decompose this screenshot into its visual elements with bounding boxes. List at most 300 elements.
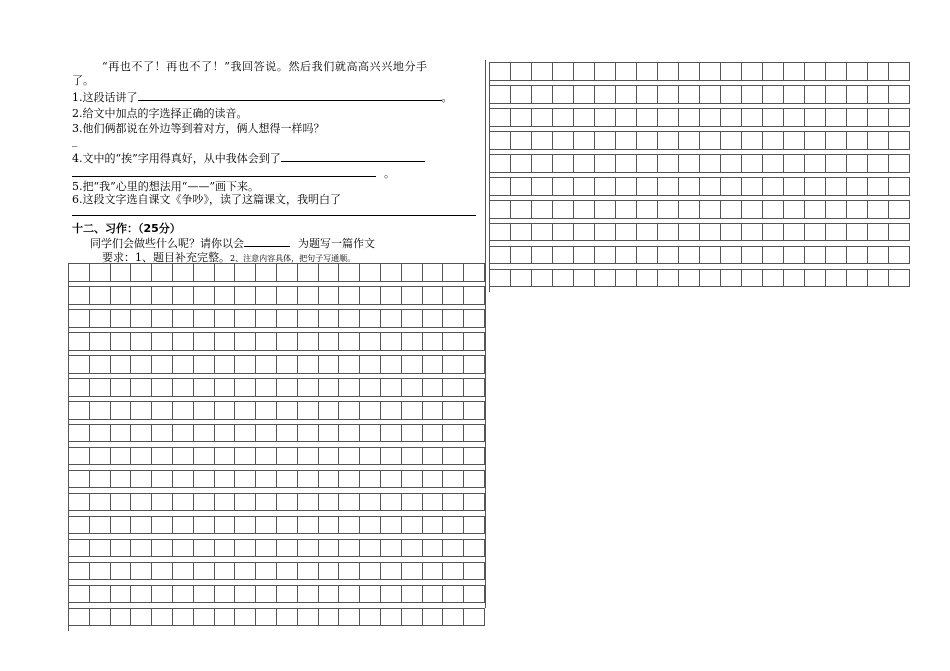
- grid-cell[interactable]: [784, 132, 805, 149]
- grid-cell[interactable]: [69, 471, 90, 488]
- grid-cell[interactable]: [700, 109, 721, 126]
- grid-cell[interactable]: [319, 264, 340, 281]
- grid-cell[interactable]: [173, 356, 194, 373]
- grid-cell[interactable]: [256, 310, 277, 327]
- grid-cell[interactable]: [616, 224, 637, 241]
- grid-cell[interactable]: [805, 155, 826, 172]
- grid-cell[interactable]: [173, 494, 194, 511]
- grid-cell[interactable]: [637, 132, 658, 149]
- grid-cell[interactable]: [360, 310, 381, 327]
- grid-cell[interactable]: [532, 201, 553, 218]
- grid-cell[interactable]: [319, 471, 340, 488]
- grid-cell[interactable]: [90, 586, 111, 603]
- grid-cell[interactable]: [111, 517, 132, 534]
- grid-cell[interactable]: [277, 609, 298, 626]
- grid-cell[interactable]: [360, 425, 381, 442]
- grid-cell[interactable]: [111, 264, 132, 281]
- grid-cell[interactable]: [574, 270, 595, 287]
- grid-cell[interactable]: [464, 540, 485, 557]
- grid-cell[interactable]: [298, 494, 319, 511]
- grid-cell[interactable]: [298, 425, 319, 442]
- grid-cell[interactable]: [532, 63, 553, 80]
- grid-cell[interactable]: [111, 540, 132, 557]
- grid-cell[interactable]: [658, 224, 679, 241]
- grid-cell[interactable]: [679, 132, 700, 149]
- grid-cell[interactable]: [826, 201, 847, 218]
- grid-cell[interactable]: [595, 224, 616, 241]
- grid-cell[interactable]: [637, 155, 658, 172]
- grid-cell[interactable]: [298, 356, 319, 373]
- grid-cell[interactable]: [784, 178, 805, 195]
- grid-cell[interactable]: [464, 586, 485, 603]
- grid-cell[interactable]: [277, 402, 298, 419]
- grid-cell[interactable]: [402, 586, 423, 603]
- grid-cell[interactable]: [131, 494, 152, 511]
- writing-grid-right[interactable]: [489, 62, 910, 292]
- grid-cell[interactable]: [235, 379, 256, 396]
- grid-cell[interactable]: [381, 563, 402, 580]
- grid-cell[interactable]: [553, 132, 574, 149]
- grid-cell[interactable]: [637, 247, 658, 264]
- grid-cell[interactable]: [215, 402, 236, 419]
- grid-cell[interactable]: [319, 517, 340, 534]
- grid-cell[interactable]: [443, 471, 464, 488]
- grid-cell[interactable]: [464, 310, 485, 327]
- grid-cell[interactable]: [658, 201, 679, 218]
- grid-cell[interactable]: [152, 563, 173, 580]
- grid-cell[interactable]: [553, 109, 574, 126]
- grid-cell[interactable]: [464, 379, 485, 396]
- grid-cell[interactable]: [277, 586, 298, 603]
- grid-cell[interactable]: [194, 310, 215, 327]
- grid-cell[interactable]: [194, 471, 215, 488]
- grid-cell[interactable]: [721, 132, 742, 149]
- grid-cell[interactable]: [464, 563, 485, 580]
- grid-cell[interactable]: [721, 86, 742, 103]
- grid-cell[interactable]: [173, 333, 194, 350]
- grid-cell[interactable]: [194, 609, 215, 626]
- grid-cell[interactable]: [256, 379, 277, 396]
- grid-cell[interactable]: [173, 379, 194, 396]
- grid-cell[interactable]: [464, 333, 485, 350]
- grid-cell[interactable]: [194, 517, 215, 534]
- grid-cell[interactable]: [235, 264, 256, 281]
- grid-cell[interactable]: [490, 270, 511, 287]
- grid-cell[interactable]: [658, 178, 679, 195]
- grid-cell[interactable]: [215, 563, 236, 580]
- grid-cell[interactable]: [826, 86, 847, 103]
- grid-cell[interactable]: [360, 356, 381, 373]
- grid-cell[interactable]: [402, 517, 423, 534]
- grid-cell[interactable]: [215, 264, 236, 281]
- grid-cell[interactable]: [339, 333, 360, 350]
- grid-cell[interactable]: [256, 540, 277, 557]
- grid-cell[interactable]: [277, 356, 298, 373]
- grid-cell[interactable]: [616, 201, 637, 218]
- grid-cell[interactable]: [443, 494, 464, 511]
- grid-cell[interactable]: [339, 264, 360, 281]
- grid-cell[interactable]: [90, 425, 111, 442]
- grid-cell[interactable]: [256, 517, 277, 534]
- grid-cell[interactable]: [90, 448, 111, 465]
- grid-cell[interactable]: [360, 379, 381, 396]
- grid-cell[interactable]: [700, 178, 721, 195]
- question-3-blank[interactable]: _: [72, 134, 78, 147]
- grid-cell[interactable]: [763, 109, 784, 126]
- grid-cell[interactable]: [131, 448, 152, 465]
- grid-cell[interactable]: [423, 448, 444, 465]
- grid-cell[interactable]: [90, 333, 111, 350]
- grid-cell[interactable]: [152, 287, 173, 304]
- grid-cell[interactable]: [595, 155, 616, 172]
- grid-cell[interactable]: [553, 201, 574, 218]
- grid-cell[interactable]: [235, 425, 256, 442]
- grid-cell[interactable]: [784, 63, 805, 80]
- grid-cell[interactable]: [700, 132, 721, 149]
- grid-cell[interactable]: [700, 63, 721, 80]
- grid-cell[interactable]: [742, 86, 763, 103]
- grid-cell[interactable]: [490, 224, 511, 241]
- grid-cell[interactable]: [173, 586, 194, 603]
- grid-cell[interactable]: [574, 86, 595, 103]
- grid-cell[interactable]: [402, 471, 423, 488]
- question-1-answer-blank[interactable]: [138, 90, 442, 101]
- grid-cell[interactable]: [215, 586, 236, 603]
- grid-cell[interactable]: [111, 379, 132, 396]
- grid-cell[interactable]: [511, 132, 532, 149]
- grid-cell[interactable]: [298, 310, 319, 327]
- grid-cell[interactable]: [381, 448, 402, 465]
- grid-cell[interactable]: [339, 379, 360, 396]
- grid-cell[interactable]: [511, 270, 532, 287]
- question-6-answer-line[interactable]: [72, 215, 476, 216]
- grid-cell[interactable]: [574, 109, 595, 126]
- grid-cell[interactable]: [847, 224, 868, 241]
- grid-cell[interactable]: [152, 494, 173, 511]
- grid-cell[interactable]: [298, 471, 319, 488]
- grid-cell[interactable]: [679, 224, 700, 241]
- grid-cell[interactable]: [111, 425, 132, 442]
- grid-cell[interactable]: [69, 563, 90, 580]
- grid-cell[interactable]: [889, 86, 910, 103]
- grid-cell[interactable]: [194, 448, 215, 465]
- grid-cell[interactable]: [235, 517, 256, 534]
- grid-cell[interactable]: [868, 247, 889, 264]
- grid-cell[interactable]: [679, 63, 700, 80]
- grid-cell[interactable]: [381, 310, 402, 327]
- grid-cell[interactable]: [742, 109, 763, 126]
- grid-cell[interactable]: [173, 287, 194, 304]
- grid-cell[interactable]: [381, 333, 402, 350]
- grid-cell[interactable]: [256, 356, 277, 373]
- grid-cell[interactable]: [595, 270, 616, 287]
- grid-cell[interactable]: [700, 247, 721, 264]
- grid-cell[interactable]: [111, 402, 132, 419]
- grid-cell[interactable]: [742, 132, 763, 149]
- grid-cell[interactable]: [532, 109, 553, 126]
- grid-cell[interactable]: [423, 540, 444, 557]
- question-4-answer-blank[interactable]: [281, 151, 425, 162]
- grid-cell[interactable]: [277, 264, 298, 281]
- grid-cell[interactable]: [402, 356, 423, 373]
- grid-cell[interactable]: [90, 287, 111, 304]
- grid-cell[interactable]: [742, 201, 763, 218]
- grid-cell[interactable]: [658, 132, 679, 149]
- grid-cell[interactable]: [402, 540, 423, 557]
- grid-cell[interactable]: [381, 540, 402, 557]
- grid-cell[interactable]: [360, 517, 381, 534]
- grid-cell[interactable]: [423, 356, 444, 373]
- grid-cell[interactable]: [235, 586, 256, 603]
- grid-cell[interactable]: [847, 270, 868, 287]
- grid-cell[interactable]: [553, 247, 574, 264]
- grid-cell[interactable]: [423, 287, 444, 304]
- grid-cell[interactable]: [889, 132, 910, 149]
- grid-cell[interactable]: [847, 132, 868, 149]
- grid-cell[interactable]: [90, 356, 111, 373]
- grid-cell[interactable]: [511, 109, 532, 126]
- grid-cell[interactable]: [700, 155, 721, 172]
- grid-cell[interactable]: [553, 270, 574, 287]
- grid-cell[interactable]: [339, 448, 360, 465]
- grid-cell[interactable]: [464, 264, 485, 281]
- grid-cell[interactable]: [721, 224, 742, 241]
- grid-cell[interactable]: [152, 356, 173, 373]
- grid-cell[interactable]: [742, 247, 763, 264]
- grid-cell[interactable]: [868, 63, 889, 80]
- grid-cell[interactable]: [235, 356, 256, 373]
- grid-cell[interactable]: [511, 178, 532, 195]
- grid-cell[interactable]: [574, 132, 595, 149]
- grid-cell[interactable]: [319, 379, 340, 396]
- grid-cell[interactable]: [721, 155, 742, 172]
- grid-cell[interactable]: [763, 86, 784, 103]
- grid-cell[interactable]: [235, 287, 256, 304]
- grid-cell[interactable]: [443, 425, 464, 442]
- grid-cell[interactable]: [805, 224, 826, 241]
- grid-cell[interactable]: [805, 109, 826, 126]
- grid-cell[interactable]: [215, 425, 236, 442]
- grid-cell[interactable]: [194, 494, 215, 511]
- grid-cell[interactable]: [194, 402, 215, 419]
- grid-cell[interactable]: [423, 586, 444, 603]
- grid-cell[interactable]: [69, 379, 90, 396]
- grid-cell[interactable]: [805, 132, 826, 149]
- grid-cell[interactable]: [679, 86, 700, 103]
- grid-cell[interactable]: [490, 247, 511, 264]
- grid-cell[interactable]: [111, 471, 132, 488]
- grid-cell[interactable]: [381, 517, 402, 534]
- grid-cell[interactable]: [277, 494, 298, 511]
- grid-cell[interactable]: [90, 264, 111, 281]
- grid-cell[interactable]: [721, 109, 742, 126]
- grid-cell[interactable]: [464, 287, 485, 304]
- grid-cell[interactable]: [658, 63, 679, 80]
- grid-cell[interactable]: [298, 586, 319, 603]
- grid-cell[interactable]: [721, 270, 742, 287]
- grid-cell[interactable]: [111, 563, 132, 580]
- grid-cell[interactable]: [111, 287, 132, 304]
- grid-cell[interactable]: [381, 609, 402, 626]
- grid-cell[interactable]: [616, 178, 637, 195]
- grid-cell[interactable]: [277, 448, 298, 465]
- grid-cell[interactable]: [298, 287, 319, 304]
- grid-cell[interactable]: [826, 155, 847, 172]
- grid-cell[interactable]: [679, 201, 700, 218]
- grid-cell[interactable]: [131, 287, 152, 304]
- grid-cell[interactable]: [360, 563, 381, 580]
- grid-cell[interactable]: [402, 379, 423, 396]
- grid-cell[interactable]: [464, 356, 485, 373]
- question-4-answer-blank-2[interactable]: [72, 166, 376, 177]
- grid-cell[interactable]: [381, 425, 402, 442]
- grid-cell[interactable]: [423, 379, 444, 396]
- grid-cell[interactable]: [319, 287, 340, 304]
- grid-cell[interactable]: [637, 224, 658, 241]
- grid-cell[interactable]: [339, 540, 360, 557]
- grid-cell[interactable]: [423, 609, 444, 626]
- grid-cell[interactable]: [637, 270, 658, 287]
- grid-cell[interactable]: [339, 425, 360, 442]
- grid-cell[interactable]: [574, 224, 595, 241]
- grid-cell[interactable]: [595, 86, 616, 103]
- grid-cell[interactable]: [889, 270, 910, 287]
- grid-cell[interactable]: [847, 201, 868, 218]
- grid-cell[interactable]: [194, 264, 215, 281]
- grid-cell[interactable]: [423, 425, 444, 442]
- grid-cell[interactable]: [763, 132, 784, 149]
- grid-cell[interactable]: [763, 155, 784, 172]
- grid-cell[interactable]: [742, 63, 763, 80]
- grid-cell[interactable]: [679, 155, 700, 172]
- grid-cell[interactable]: [131, 517, 152, 534]
- grid-cell[interactable]: [194, 425, 215, 442]
- grid-cell[interactable]: [402, 609, 423, 626]
- grid-cell[interactable]: [319, 609, 340, 626]
- grid-cell[interactable]: [381, 494, 402, 511]
- grid-cell[interactable]: [868, 155, 889, 172]
- grid-cell[interactable]: [194, 333, 215, 350]
- grid-cell[interactable]: [784, 86, 805, 103]
- grid-cell[interactable]: [69, 425, 90, 442]
- grid-cell[interactable]: [173, 563, 194, 580]
- grid-cell[interactable]: [574, 247, 595, 264]
- grid-cell[interactable]: [490, 63, 511, 80]
- grid-cell[interactable]: [360, 494, 381, 511]
- grid-cell[interactable]: [173, 448, 194, 465]
- grid-cell[interactable]: [339, 517, 360, 534]
- grid-cell[interactable]: [69, 264, 90, 281]
- grid-cell[interactable]: [111, 448, 132, 465]
- grid-cell[interactable]: [889, 63, 910, 80]
- grid-cell[interactable]: [235, 471, 256, 488]
- grid-cell[interactable]: [443, 517, 464, 534]
- grid-cell[interactable]: [90, 494, 111, 511]
- grid-cell[interactable]: [511, 155, 532, 172]
- grid-cell[interactable]: [616, 86, 637, 103]
- grid-cell[interactable]: [339, 494, 360, 511]
- grid-cell[interactable]: [381, 402, 402, 419]
- grid-cell[interactable]: [402, 287, 423, 304]
- grid-cell[interactable]: [553, 63, 574, 80]
- grid-cell[interactable]: [763, 224, 784, 241]
- grid-cell[interactable]: [256, 494, 277, 511]
- grid-cell[interactable]: [700, 270, 721, 287]
- grid-cell[interactable]: [360, 471, 381, 488]
- grid-cell[interactable]: [464, 471, 485, 488]
- grid-cell[interactable]: [215, 333, 236, 350]
- grid-cell[interactable]: [637, 201, 658, 218]
- grid-cell[interactable]: [805, 247, 826, 264]
- grid-cell[interactable]: [339, 310, 360, 327]
- grid-cell[interactable]: [360, 333, 381, 350]
- grid-cell[interactable]: [90, 563, 111, 580]
- grid-cell[interactable]: [616, 247, 637, 264]
- grid-cell[interactable]: [763, 63, 784, 80]
- grid-cell[interactable]: [339, 609, 360, 626]
- grid-cell[interactable]: [847, 63, 868, 80]
- grid-cell[interactable]: [111, 333, 132, 350]
- grid-cell[interactable]: [889, 178, 910, 195]
- grid-cell[interactable]: [173, 540, 194, 557]
- grid-cell[interactable]: [173, 517, 194, 534]
- grid-cell[interactable]: [319, 356, 340, 373]
- grid-cell[interactable]: [805, 201, 826, 218]
- grid-cell[interactable]: [131, 310, 152, 327]
- grid-cell[interactable]: [595, 178, 616, 195]
- grid-cell[interactable]: [443, 287, 464, 304]
- grid-cell[interactable]: [805, 63, 826, 80]
- grid-cell[interactable]: [553, 178, 574, 195]
- grid-cell[interactable]: [339, 563, 360, 580]
- grid-cell[interactable]: [152, 402, 173, 419]
- grid-cell[interactable]: [298, 540, 319, 557]
- grid-cell[interactable]: [69, 402, 90, 419]
- grid-cell[interactable]: [111, 356, 132, 373]
- grid-cell[interactable]: [402, 333, 423, 350]
- grid-cell[interactable]: [464, 609, 485, 626]
- grid-cell[interactable]: [194, 379, 215, 396]
- grid-cell[interactable]: [277, 379, 298, 396]
- grid-cell[interactable]: [215, 517, 236, 534]
- grid-cell[interactable]: [443, 563, 464, 580]
- grid-cell[interactable]: [402, 425, 423, 442]
- grid-cell[interactable]: [298, 448, 319, 465]
- grid-cell[interactable]: [381, 287, 402, 304]
- grid-cell[interactable]: [111, 310, 132, 327]
- grid-cell[interactable]: [90, 540, 111, 557]
- grid-cell[interactable]: [152, 540, 173, 557]
- grid-cell[interactable]: [679, 178, 700, 195]
- grid-cell[interactable]: [69, 609, 90, 626]
- grid-cell[interactable]: [152, 425, 173, 442]
- grid-cell[interactable]: [69, 586, 90, 603]
- grid-cell[interactable]: [69, 540, 90, 557]
- grid-cell[interactable]: [847, 247, 868, 264]
- grid-cell[interactable]: [402, 264, 423, 281]
- grid-cell[interactable]: [360, 402, 381, 419]
- grid-cell[interactable]: [298, 609, 319, 626]
- grid-cell[interactable]: [574, 201, 595, 218]
- grid-cell[interactable]: [256, 425, 277, 442]
- grid-cell[interactable]: [574, 178, 595, 195]
- grid-cell[interactable]: [490, 201, 511, 218]
- composition-title-blank[interactable]: [244, 236, 290, 247]
- grid-cell[interactable]: [111, 494, 132, 511]
- grid-cell[interactable]: [443, 540, 464, 557]
- grid-cell[interactable]: [152, 471, 173, 488]
- grid-cell[interactable]: [423, 471, 444, 488]
